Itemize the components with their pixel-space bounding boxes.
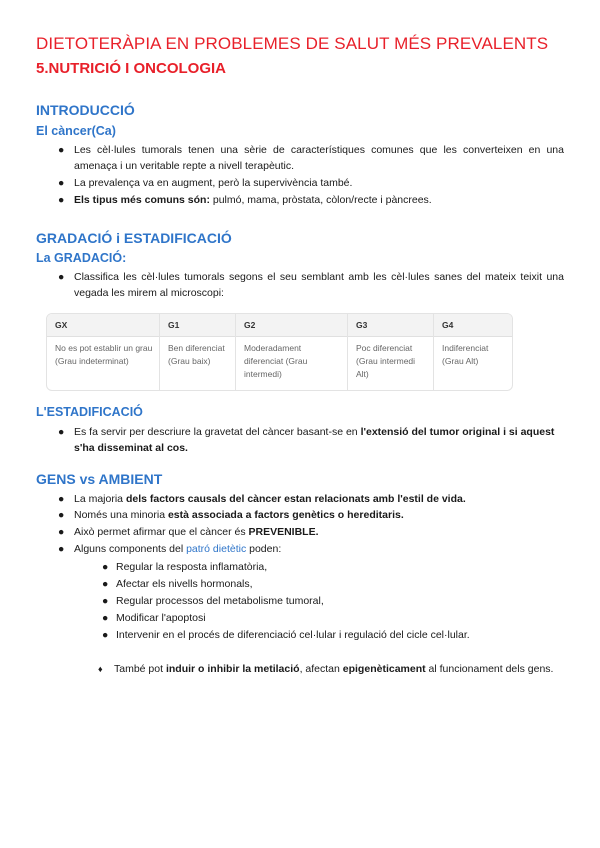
list-item bbox=[102, 610, 562, 626]
bullet-icon: ● bbox=[58, 194, 65, 206]
intro-heading: INTRODUCCIÓ bbox=[36, 102, 135, 118]
gens-bullet-4 bbox=[74, 541, 564, 557]
metilacio-text: També pot bbox=[114, 663, 166, 675]
intro-bullet-2: La prevalença va en augment, però la supervivència també. bbox=[74, 177, 353, 189]
bullet-icon: ● bbox=[58, 509, 65, 521]
grade-column-g1 bbox=[159, 314, 235, 390]
grade-cell: Ben diferenciat (Grau baix) bbox=[168, 343, 225, 366]
gradacio-heading: GRADACIÓ i ESTADIFICACIÓ bbox=[36, 230, 232, 246]
patro-dietetic-link: patró dietètic bbox=[186, 543, 247, 555]
bullet-icon: ● bbox=[102, 578, 109, 590]
gradacio-subheading: La GRADACIÓ: bbox=[36, 251, 127, 265]
document-subtitle: 5.NUTRICIÓ I ONCOLOGIA bbox=[36, 60, 227, 77]
list-item bbox=[58, 142, 564, 174]
estadificacio-bullet bbox=[74, 424, 564, 456]
grade-header: G2 bbox=[244, 320, 256, 330]
grade-cell: Poc diferenciat (Grau intermedi Alt) bbox=[356, 343, 416, 379]
gens-sub-item: Afectar els nivells hormonals, bbox=[116, 578, 253, 590]
intro-bullet-3-bold: Els tipus més comuns són: bbox=[74, 194, 210, 206]
gens-bullet-3-bold: PREVENIBLE. bbox=[248, 526, 319, 538]
metilacio-post: al funcionament dels gens. bbox=[425, 663, 554, 675]
grade-cell: Moderadament diferenciat (Grau intermedi) bbox=[244, 343, 308, 379]
intro-subheading: El càncer(Ca) bbox=[36, 124, 116, 138]
estadificacio-subheading: L'ESTADIFICACIÓ bbox=[36, 405, 143, 419]
list-item bbox=[102, 559, 562, 575]
grade-header: G4 bbox=[442, 320, 454, 330]
grade-column-g4 bbox=[433, 314, 513, 390]
intro-bullet-3-rest: pulmó, mama, pròstata, còlon/recte i pàncrees. bbox=[209, 194, 432, 206]
grade-header: G3 bbox=[356, 320, 368, 330]
diamond-bullet-icon: ♦ bbox=[98, 664, 103, 674]
grade-column-gx bbox=[47, 314, 159, 390]
gens-sub-item: Regular processos del metabolisme tumoral, bbox=[116, 595, 324, 607]
bullet-icon: ● bbox=[58, 177, 65, 189]
list-item bbox=[102, 627, 562, 643]
document-title: DIETOTERÀPIA EN PROBLEMES DE SALUT MÉS PREVALENTS bbox=[36, 34, 549, 53]
bullet-icon: ● bbox=[102, 561, 109, 573]
gens-bullet-2-text: Només una minoria bbox=[74, 509, 168, 521]
epigenetica-bold: epigenèticament bbox=[342, 663, 426, 675]
bullet-icon: ● bbox=[58, 493, 65, 505]
bullet-icon: ● bbox=[102, 612, 109, 624]
list-item bbox=[102, 593, 562, 609]
estadificacio-bullet-text: Es fa servir per descriure la gravetat del càncer basant-se en bbox=[74, 426, 361, 438]
list-item bbox=[102, 576, 562, 592]
gens-sub-item: Intervenir en el procés de diferenciació cel·lular i regulació del cicle cel·lular. bbox=[116, 629, 470, 641]
grade-column-g2 bbox=[235, 314, 347, 390]
grade-header: GX bbox=[55, 320, 68, 330]
grade-table bbox=[46, 313, 513, 391]
gens-sub-item: Modificar l'apoptosi bbox=[116, 612, 206, 624]
list-item bbox=[58, 524, 564, 540]
grade-column-g3 bbox=[347, 314, 434, 390]
grade-header: G1 bbox=[168, 320, 180, 330]
list-item bbox=[58, 192, 564, 208]
list-item bbox=[58, 541, 564, 557]
gens-bullet-3 bbox=[74, 524, 564, 540]
bullet-icon: ● bbox=[58, 543, 65, 555]
gens-bullet-2 bbox=[74, 507, 564, 523]
gens-bullet-1-text: La majoria bbox=[74, 493, 126, 505]
bullet-icon: ● bbox=[58, 526, 65, 538]
gens-bullet-4-post: poden: bbox=[246, 543, 282, 555]
bullet-icon: ● bbox=[58, 426, 65, 438]
intro-bullet-3 bbox=[74, 192, 564, 208]
list-item bbox=[58, 424, 564, 456]
intro-bullet-1: Les cèl·lules tumorals tenen una sèrie de característiques comunes que les converteixen en una amenaça i un veritable repte a nivell terapèutic. bbox=[74, 144, 564, 172]
gens-bullet-1 bbox=[74, 491, 564, 507]
gens-bullet-3-text: Això permet afirmar que el càncer és bbox=[74, 526, 249, 538]
bullet-icon: ● bbox=[58, 144, 65, 156]
list-item bbox=[58, 491, 564, 507]
list-item bbox=[58, 175, 564, 191]
metilacio-note bbox=[114, 661, 562, 677]
gens-bullet-4-text: Alguns components del bbox=[74, 543, 187, 555]
grade-cell: Indiferenciat (Grau Alt) bbox=[442, 343, 489, 366]
estadificacio-bullet-bold: l'extensió del tumor original i si aquest s'ha disseminat al cos. bbox=[74, 426, 555, 454]
bullet-icon: ● bbox=[102, 629, 109, 641]
gens-heading: GENS vs AMBIENT bbox=[36, 471, 163, 487]
gens-sub-item: Regular la resposta inflamatòria, bbox=[116, 561, 268, 573]
bullet-icon: ● bbox=[102, 595, 109, 607]
gradacio-bullet: Classifica les cèl·lules tumorals segons el seu semblant amb les cèl·lules sanes del mateix teixit una vegada les mirem al microscopi: bbox=[74, 271, 564, 299]
gens-bullet-2-bold: està associada a factors genètics o hereditaris. bbox=[167, 509, 404, 521]
bullet-icon: ● bbox=[58, 271, 65, 283]
metilacio-mid: , afectan bbox=[299, 663, 343, 675]
list-item bbox=[98, 661, 562, 677]
list-item bbox=[58, 507, 564, 523]
gens-bullet-1-bold: dels factors causals del càncer estan relacionats amb l'estil de vida. bbox=[125, 493, 466, 505]
grade-cell: No es pot establir un grau (Grau indeterminat) bbox=[55, 343, 153, 366]
metilacio-bold: induir o inhibir la metilació bbox=[165, 663, 300, 675]
list-item bbox=[58, 269, 564, 301]
